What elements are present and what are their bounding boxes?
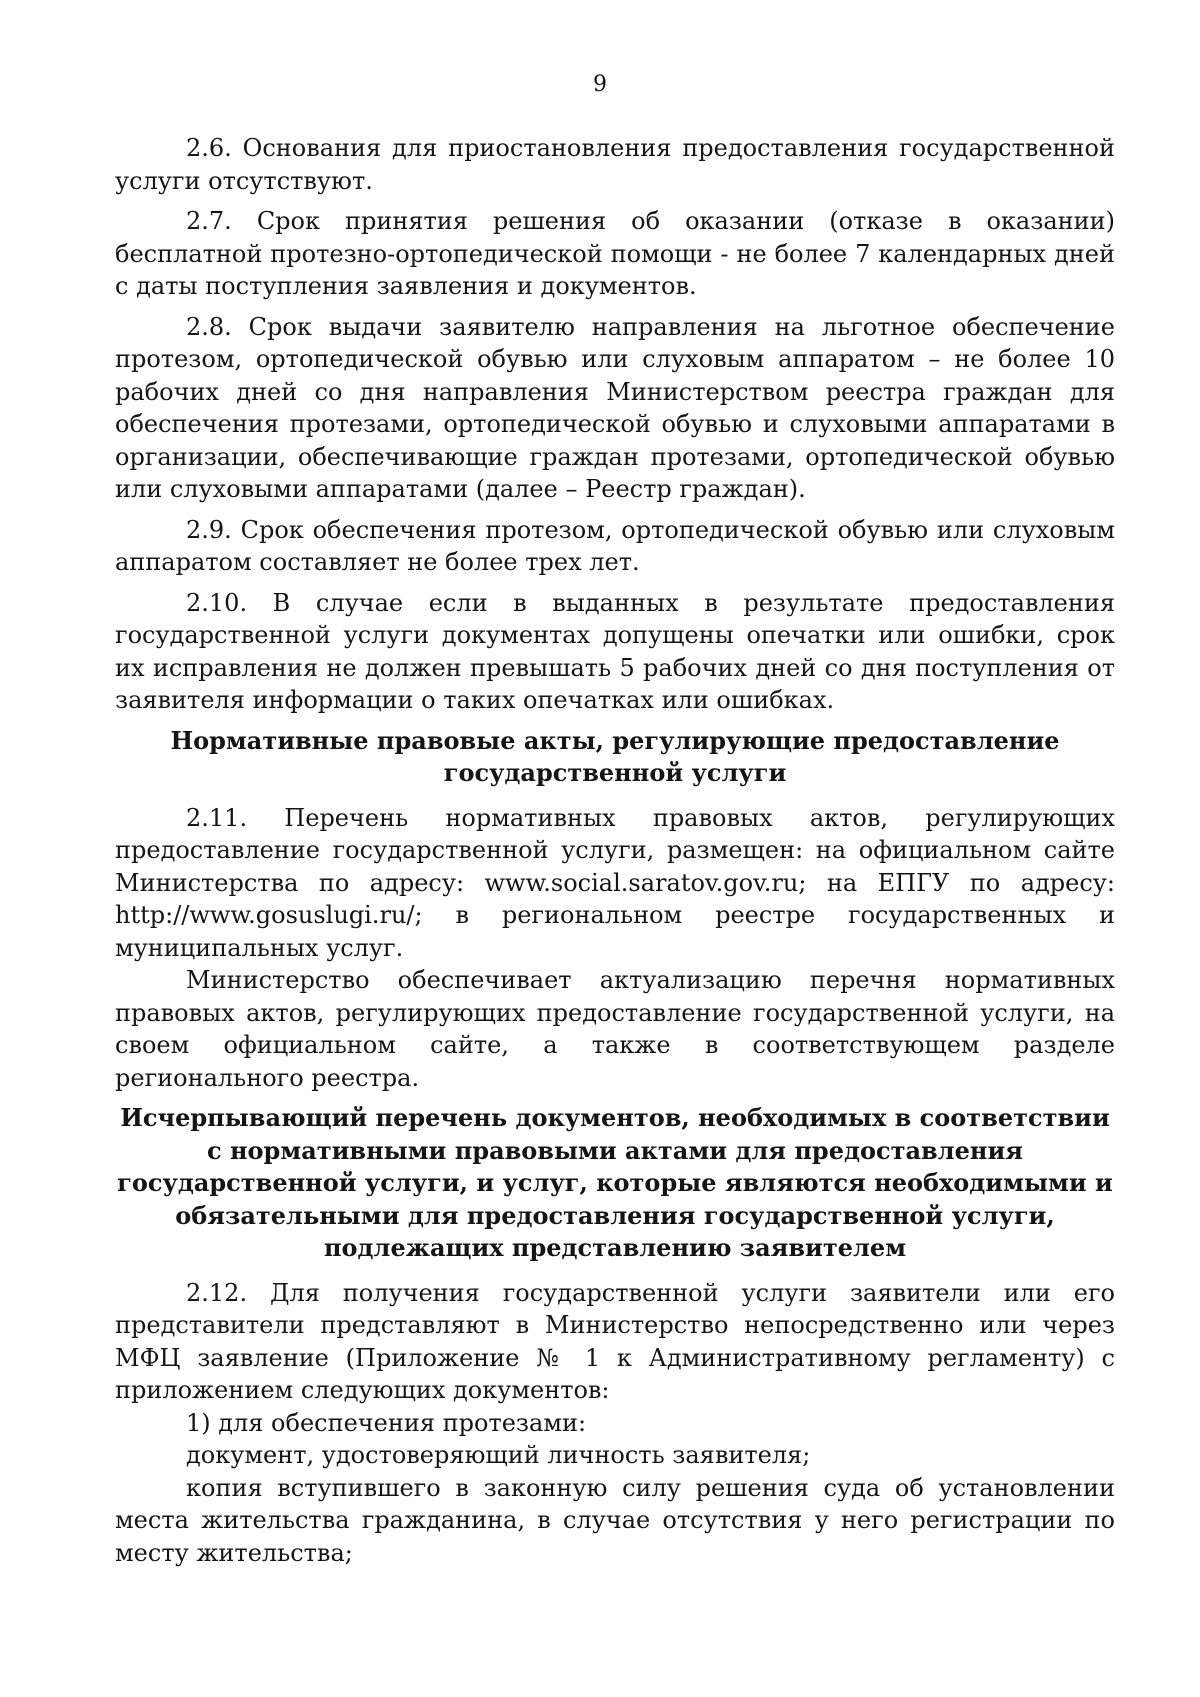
- list-item-court-decision-copy: копия вступившего в законную силу решения суда об установлении места жительства гражданина, в случае отсутствия у него регистрации по месту жительства;: [115, 1473, 1115, 1567]
- paragraph-2-12: 2.12. Для получения государственной услуги заявители или его представители представляют в Министерство непосредственно или через МФЦ заявление (Приложение № 1 к Административному регламенту) с приложением следующих документов:: [115, 1278, 1115, 1404]
- section-heading-normative-acts: Нормативные правовые акты, регулирующие предоставление государственной услуги: [170, 725, 1060, 787]
- paragraph-2-11: 2.11. Перечень нормативных правовых актов, регулирующих предоставление государственной услуги, размещен: на официальном сайте Министерства по адресу: www.social.saratov.gov.ru; на ЕПГУ по адресу: http://www.gosuslugi.ru/; в региональном реестре государственных и муниципальных услуг.: [115, 803, 1115, 962]
- paragraph-2-6: 2.6. Основания для приостановления предоставления государственной услуги отсутствуют.: [115, 134, 1115, 195]
- paragraph-2-9: 2.9. Срок обеспечения протезом, ортопедической обувью или слуховым аппаратом составляет не более трех лет.: [115, 515, 1115, 576]
- paragraph-2-8: 2.8. Срок выдачи заявителю направления на льготное обеспечение протезом, ортопедической обувью или слуховым аппаратом – не более 10 рабочих дней со дня направления Министерством реестра граждан для обеспечения протезами, ортопедической обувью и слуховыми аппаратами в организации, обеспечивающие граждан протезами, ортопедической обувью или слуховыми аппаратами (далее – Реестр граждан).: [115, 312, 1115, 503]
- document-body: [115, 132, 1115, 1569]
- paragraph-2-7: 2.7. Срок принятия решения об оказании (отказе в оказании) бесплатной протезно-ортопедической помощи - не более 7 календарных дней с даты поступления заявления и документов.: [115, 207, 1115, 300]
- page-number: 9: [593, 72, 607, 97]
- paragraph-2-11-continuation: Министерство обеспечивает актуализацию перечня нормативных правовых актов, регулирующих предоставление государственной услуги, на своем официальном сайте, а также в соответствующем разделе регионального реестра.: [115, 966, 1115, 1092]
- paragraph-2-10: 2.10. В случае если в выданных в результате предоставления государственной услуги документах допущены опечатки или ошибки, срок их исправления не должен превышать 5 рабочих дней со дня поступления от заявителя информации о таких опечатках или ошибках.: [115, 588, 1115, 714]
- section-heading-documents-list: Исчерпывающий перечень документов, необходимых в соответствии с нормативными правовыми актами для предоставления государственной услуги, и услуг, которые являются необходимыми и обязательными для предоставления государственной услуги, подлежащих представлению заявителем: [117, 1103, 1113, 1262]
- list-item-prostheses: 1) для обеспечения протезами:: [186, 1408, 587, 1437]
- list-item-identity-document: документ, удостоверяющий личность заявителя;: [186, 1441, 811, 1469]
